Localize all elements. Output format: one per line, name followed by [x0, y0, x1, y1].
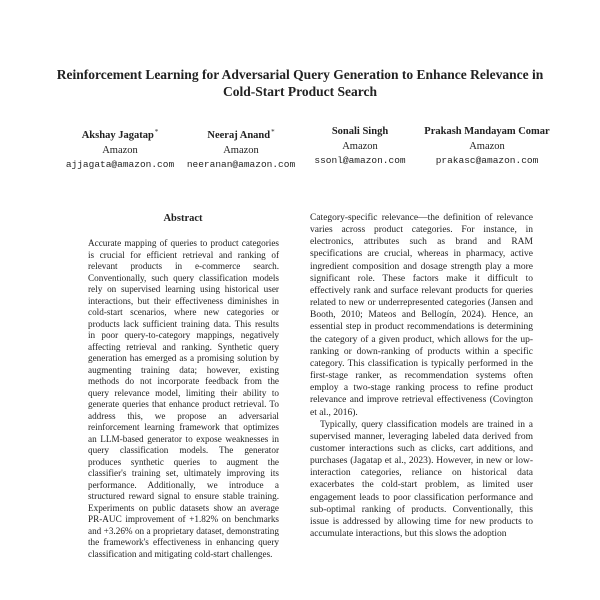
- author-email: ssonl@amazon.com: [314, 155, 406, 166]
- author-affiliation: Amazon: [102, 144, 138, 156]
- author-affiliation: Amazon: [469, 140, 505, 152]
- author-name: Neeraj Anand*: [207, 128, 275, 141]
- author-block: [412, 125, 562, 169]
- author-affiliation: Amazon: [223, 144, 259, 156]
- author-email: neeranan@amazon.com: [186, 159, 296, 170]
- author-name: Prakash Mandayam Comar: [424, 126, 550, 137]
- abstract-text: Accurate mapping of queries to product categories is crucial for efficient retrieval and ranking of relevant products in e-commerce search. Conventionally, such query classification models rely on supervised learning using historical user interactions, but their effectiveness diminishes in cold-start scenarios, where new categories or products lack sufficient training data. This results in poor query-to-category mappings, negatively affecting retrieval and ranking. Synthetic query generation has emerged as a promising solution by augmenting training data; however, existing methods do not incorporate feedback from the query relevance model, limiting their ability to generate queries that enhance product retrieval. To address this, we propose an adversarial reinforcement learning framework that optimizes an LLM-based generator to expose weaknesses in query classification models. The generator produces synthetic queries to augment the classifier's training set, ultimately improving its performance. Additionally, we introduce a structured reward signal to ensure stable training. Experiments on public datasets show an average PR-AUC improvement of +1.82% on benchmarks and +3.26% on a proprietary dataset, demonstrating the framework's effectiveness in enhancing query classification and mitigating cold-start challenges.: [88, 238, 279, 559]
- body-paragraph: Category-specific relevance—the definition of relevance varies across product categories. For instance, in electronics, attributes such as brand and RAM specifications are crucial, whereas in pharmacy, active ingredient composition and dosage strength play a more significant role. These factors make it difficult to effectively rank and surface relevant products for queries related to new or underrepresented categories (Jansen and Booth, 2010; Mateos and Bellogín, 2024). Hence, an essential step in product recommendations is determining the category of a given product, which allows for the up-ranking or down-ranking of products within a specific category. This classification is typically performed in the first-stage ranker, as recommendation systems often employ a two-stage ranking process to refine product relevance and improve retrieval effectiveness (Covington et al., 2016).: [310, 213, 533, 418]
- author-block: [178, 125, 304, 173]
- body-column: [310, 212, 533, 540]
- author-email: ajjagata@amazon.com: [65, 159, 175, 170]
- author-block: [305, 125, 415, 169]
- author-affiliation: Amazon: [342, 140, 378, 152]
- author-email: prakasc@amazon.com: [435, 155, 539, 166]
- body-paragraph: Typically, query classification models are trained in a supervised manner, leveraging labeled data derived from customer interactions such as clicks, cart additions, and purchases (Jagatap et al., 2023). However, in new or low-interaction categories, reliance on historical data exacerbates the cold-start problem, as limited user engagement leads to poor classification performance and sub-optimal ranking of products. Conventionally, this issue is addressed by allowing time for new products to accumulate interactions, but this slows the adoption: [310, 419, 533, 540]
- paper-title: Reinforcement Learning for Adversarial Query Generation to Enhance Relevance in Cold-Start Product Search: [56, 67, 544, 99]
- author-block: [58, 125, 182, 173]
- author-name: Sonali Singh: [331, 126, 389, 137]
- author-name: Akshay Jagatap*: [81, 128, 159, 141]
- abstract-heading: Abstract: [163, 213, 203, 224]
